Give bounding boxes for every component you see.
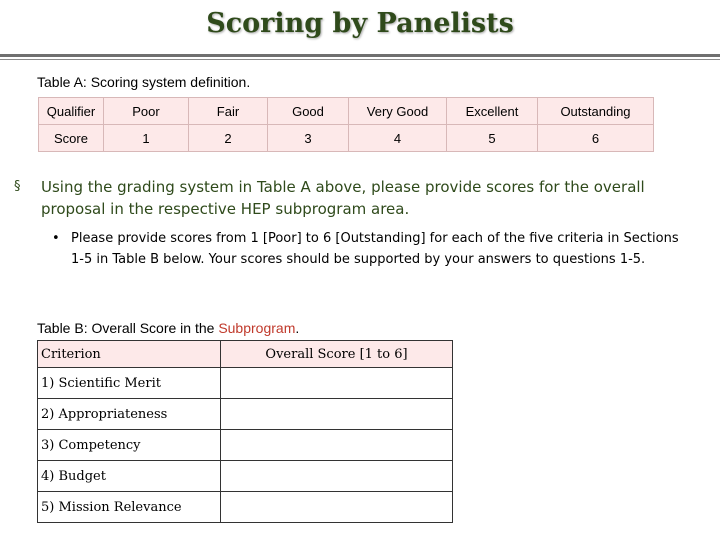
- criterion-cell: 5) Mission Relevance: [38, 492, 221, 523]
- table-row: [39, 125, 654, 152]
- table-row: [38, 461, 453, 492]
- score-cell: 3: [268, 125, 349, 152]
- table-b-caption-highlight: Subprogram: [218, 320, 296, 336]
- main-instruction: [14, 176, 704, 220]
- criterion-cell: 4) Budget: [38, 461, 221, 492]
- score-cell: 2: [189, 125, 268, 152]
- table-row: [39, 98, 654, 125]
- section-bullet-icon: §: [14, 179, 21, 194]
- sub-instruction-text: Please provide scores from 1 [Poor] to 6 [Outstanding] for each of the five criteria in Sections 1-5 in Table B below. Your scores should be supported by your answers to questions 1-5.: [71, 231, 679, 267]
- overall-score-table: [37, 340, 453, 523]
- score-entry-cell[interactable]: [221, 399, 453, 430]
- score-cell: 1: [104, 125, 189, 152]
- dot-bullet-icon: •: [52, 231, 60, 246]
- sub-instruction: [52, 228, 692, 270]
- slide-title: Scoring by Panelists: [206, 8, 514, 39]
- title-divider-thick: [0, 54, 720, 57]
- qualifier-cell: Good: [268, 98, 349, 125]
- score-entry-cell[interactable]: [221, 430, 453, 461]
- table-b-caption-suffix: .: [295, 320, 300, 336]
- score-cell: 4: [349, 125, 447, 152]
- criterion-cell: 1) Scientific Merit: [38, 368, 221, 399]
- score-entry-cell[interactable]: [221, 368, 453, 399]
- table-row: [38, 399, 453, 430]
- table-header-row: [38, 341, 453, 368]
- title-divider-thin: [0, 59, 720, 60]
- score-label-cell: Score: [39, 125, 104, 152]
- score-entry-cell[interactable]: [221, 461, 453, 492]
- table-a-caption: Table A: Scoring system definition.: [37, 74, 251, 90]
- criterion-cell: 3) Competency: [38, 430, 221, 461]
- overall-score-header: Overall Score [1 to 6]: [221, 341, 453, 368]
- table-b-caption-prefix: Table B: Overall Score in the: [37, 320, 219, 336]
- scoring-definition-table: [38, 97, 654, 152]
- qualifier-cell: Very Good: [349, 98, 447, 125]
- qualifier-cell: Outstanding: [538, 98, 654, 125]
- qualifier-cell: Poor: [104, 98, 189, 125]
- criterion-header: Criterion: [38, 341, 221, 368]
- main-instruction-text: Using the grading system in Table A above, please provide scores for the overall proposal in the respective HEP subprogram area.: [41, 178, 645, 218]
- score-entry-cell[interactable]: [221, 492, 453, 523]
- table-row: [38, 368, 453, 399]
- qualifier-cell: Fair: [189, 98, 268, 125]
- score-cell: 6: [538, 125, 654, 152]
- score-cell: 5: [447, 125, 538, 152]
- qualifier-cell: Excellent: [447, 98, 538, 125]
- table-row: [38, 492, 453, 523]
- criterion-cell: 2) Appropriateness: [38, 399, 221, 430]
- table-row: [38, 430, 453, 461]
- table-b-caption: [37, 320, 299, 336]
- qualifier-label-cell: Qualifier: [39, 98, 104, 125]
